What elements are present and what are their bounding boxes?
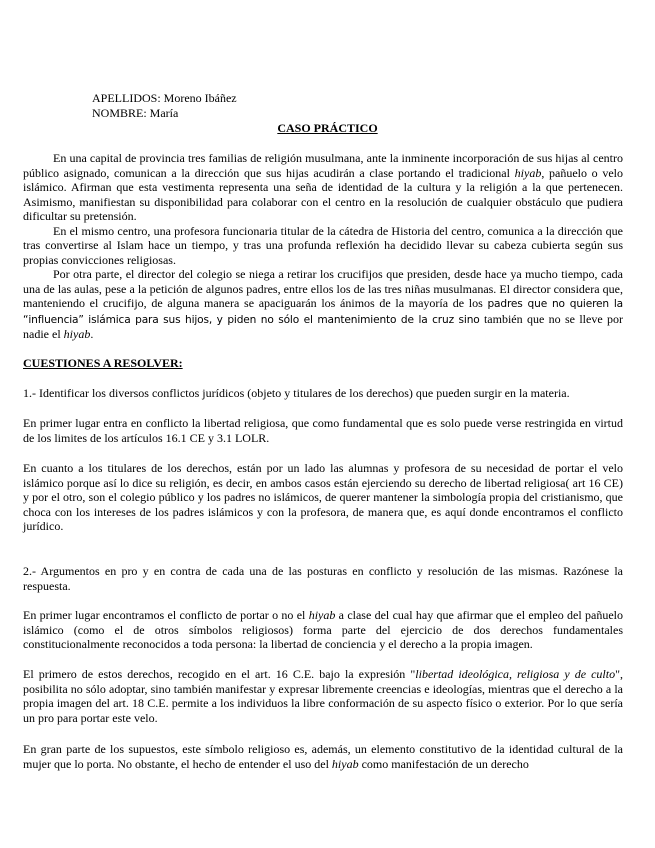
surname-line: APELLIDOS: Moreno Ibáñez — [92, 91, 237, 105]
hiyab-term: hiyab — [63, 327, 91, 341]
question-1: 1.- Identificar los diversos conflictos jurídicos (objeto y titulares de los derechos) que pueden surgir en la materia. — [23, 386, 570, 400]
questions-heading: CUESTIONES A RESOLVER: — [23, 356, 183, 370]
question-2-answer-2: El primero de estos derechos, recogido en el art. 16 C.E. bajo la expresión "libertad ideológica, religiosa y de culto", posibilita no sólo adoptar, sino también manifestar y expresar libremente creencias e ideologías, mientras que el derecho a la propia imagen del art. 18 C.E. permite a los individuos la libre conformación de su aspecto físico o exterior. Por lo que sería un pro para portar este velo. — [23, 667, 624, 725]
question-2-answer-3: En gran parte de los supuestos, este símbolo religioso es, además, un elemento constitutivo de la identidad cultural de la mujer que lo porta. No obstante, el hecho de entender el uso del hiyab como manifestación de un derecho — [23, 742, 623, 771]
case-paragraph-2: En el mismo centro, una profesora funcionaria titular de la cátedra de Historia del centro, comunica a la dirección que tras convertirse al Islam hace un tiempo, y tras una profunda reflexión ha decidido llevar su cabeza cubierta según sus propias convicciones religiosas. — [23, 223, 623, 267]
italic-quote: libertad ideológica, religiosa y de culto — [415, 667, 616, 681]
hiyab-term: hiyab — [308, 608, 336, 622]
question-2-answer-1: En primer lugar encontramos el conflicto de portar o no el hiyab a clase del cual hay que afirmar que el empleo del pañuelo islámico (como el de otros símbolos religiosos) forma parte del ejercicio de dos derechos fundamentales constitucionalmente reconocidos a toda persona: la libertad de conciencia y el derecho a la propia imagen. — [23, 608, 623, 651]
hiyab-term: hiyab — [331, 756, 359, 771]
name-line: NOMBRE: María — [92, 106, 179, 120]
question-2: 2.- Argumentos en pro y en contra de cada una de las posturas en conflicto y resolución de las mismas. Razónese la respuesta. — [23, 564, 623, 593]
sans-text-fragment: padres que no quieren la “influencia” islámica para sus hijos, y piden no sólo el mantenimiento de la cruz sino — [23, 298, 624, 326]
case-statement — [23, 151, 623, 342]
question-1-answer-2: En cuanto a los titulares de los derechos, están por un lado las alumnas y profesora de su necesidad de portar el velo islámico porque así lo dice su religión, es decir, en ambos casos están ejerciendo su derecho de libertad religiosa( art 16 CE) y por el otro, son el colegio público y los padres no islámicos, de querer mantener la simbología propia del cristianismo, que choca con los intereses de los padres islámicos y con la profesora, de manera que, es aquí donde encontramos el conflicto jurídico. — [23, 461, 623, 533]
question-1-answer-1: En primer lugar entra en conflicto la libertad religiosa, que como fundamental que es solo puede verse restringida en virtud de los limites de los artículos 16.1 CE y 3.1 LOLR. — [23, 416, 623, 445]
case-paragraph-3: Por otra parte, el director del colegio se niega a retirar los crucifijos que presiden, desde hace ya mucho tiempo, cada una de las aulas, pese a la petición de algunos padres, entre ellos los de las tres niñas musulmanas. El director considera que, manteniendo el crucifijo, de alguna manera se apaciguarán los ánimos de la mayoría de los padres que no quieren la “influencia” islámica para sus hijos, y piden no sólo el mantenimiento de la cruz sino también que no se lleve por nadie el hiyab. — [23, 267, 624, 341]
case-paragraph-1: En una capital de provincia tres familias de religión musulmana, ante la inminente incorporación de sus hijas al centro público asignado, comunican a la dirección que sus hijas acudirán a clase portando el tradicional hiyab, pañuelo o velo islámico. Afirman que esta vestimenta representa una seña de identidad de la cultura y la religión a la que pertenecen. Asimismo, manifiestan su disponibilidad para colaborar con el centro en la resolución de cualquier obstáculo que pudiera dificultar su pretensión. — [23, 151, 624, 223]
document-title: CASO PRÁCTICO — [277, 121, 378, 135]
hiyab-term: hiyab — [514, 165, 542, 180]
